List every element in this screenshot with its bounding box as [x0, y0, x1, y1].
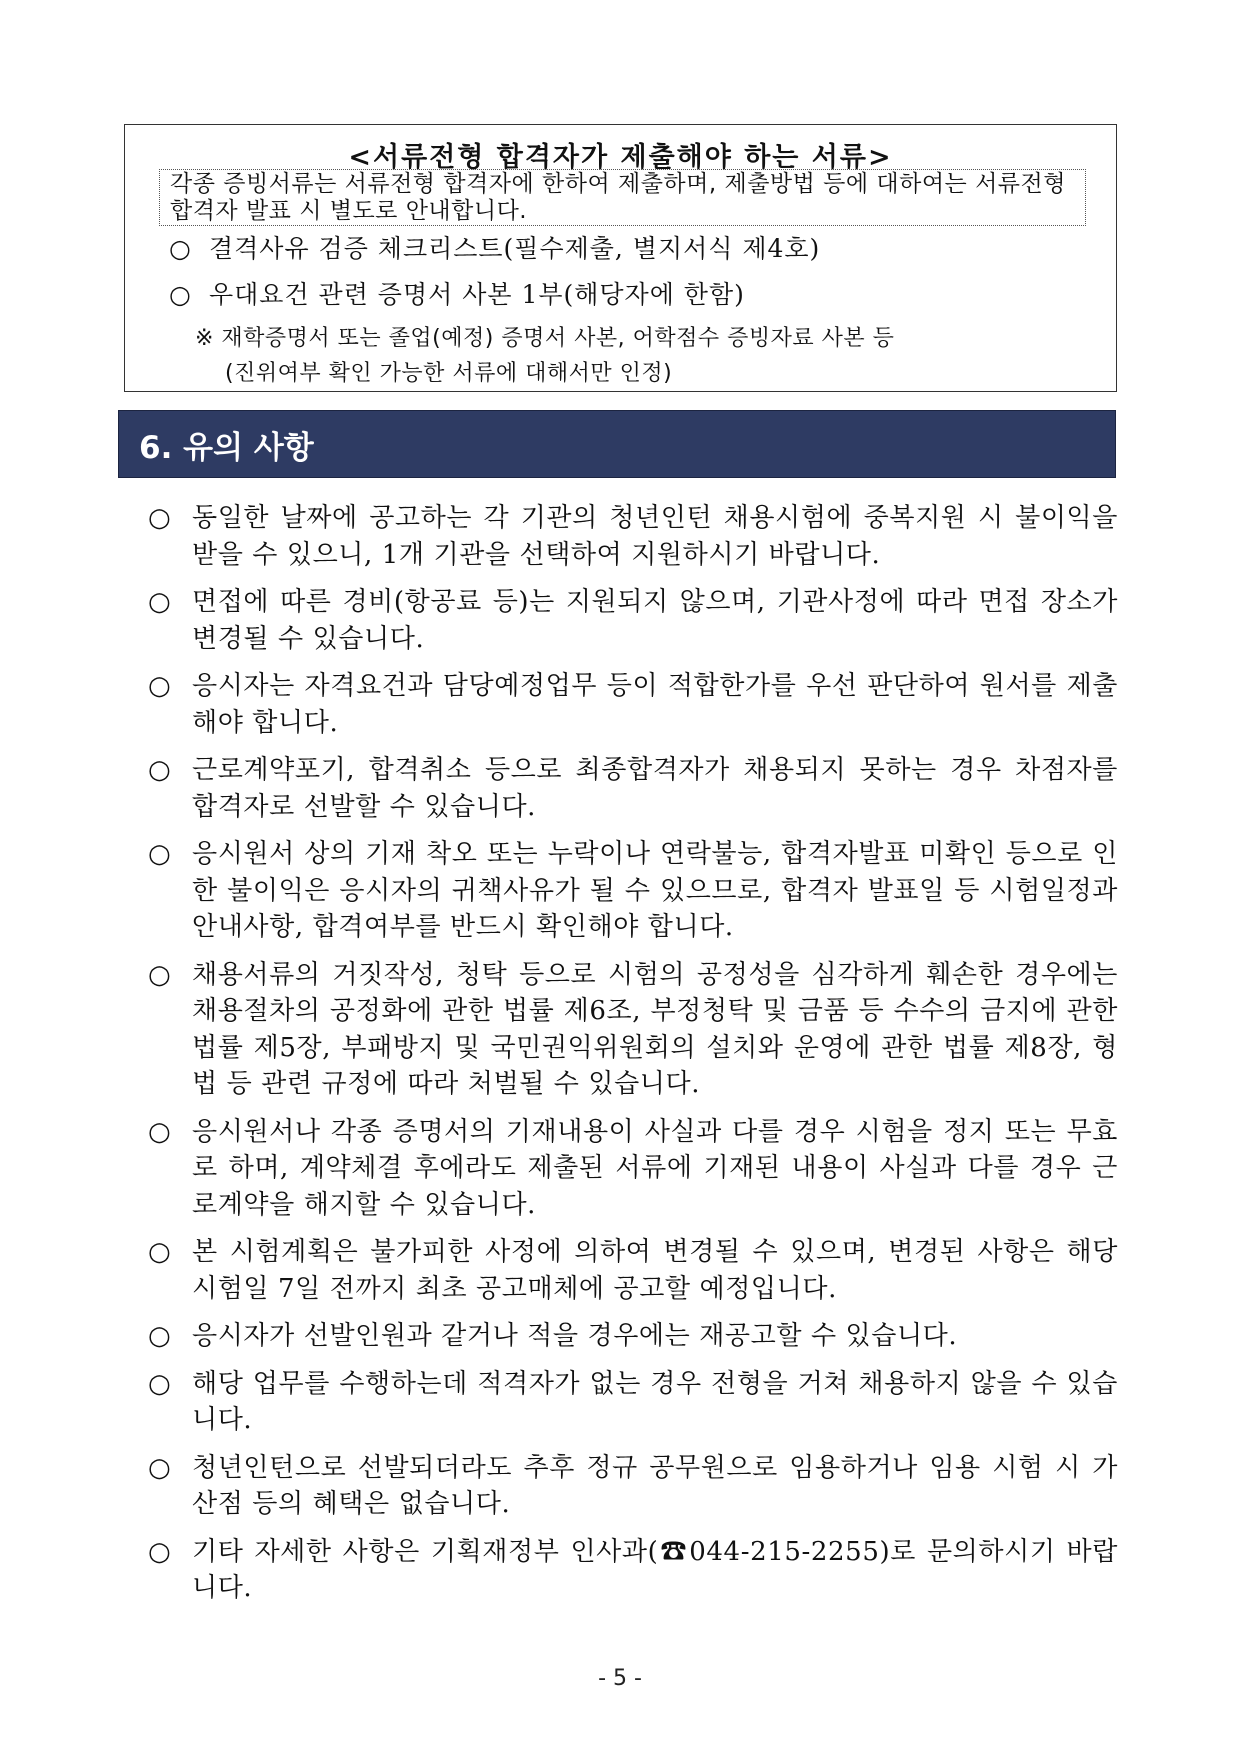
list-item [148, 957, 1118, 1103]
list-item-text: 근로계약포기, 합격취소 등으로 최종합격자가 채용되지 못하는 경우 차점자를 합격자로 선발할 수 있습니다. [192, 755, 1118, 822]
note-line: (진위여부 확인 가능한 서류에 대해서만 인정) [225, 361, 673, 386]
list-item-text: 본 시험계획은 불가피한 사정에 의하여 변경될 수 있으며, 변경된 사항은 해당 시험일 7일 전까지 최초 공고매체에 공고할 예정입니다. [192, 1237, 1118, 1304]
bullet-circle-icon: ○ [148, 1237, 172, 1267]
list-item [148, 752, 1118, 825]
list-item [148, 1534, 1118, 1607]
list-item-text: 동일한 날짜에 공고하는 각 기관의 청년인턴 채용시험에 중복지원 시 불이익을 받을 수 있으니, 1개 기관을 선택하여 지원하시기 바랍니다. [192, 503, 1118, 570]
bullet-circle-icon: ○ [148, 503, 172, 533]
list-item-text: 응시원서나 각종 증명서의 기재내용이 사실과 다를 경우 시험을 정지 또는 무효로 하며, 계약체결 후에라도 제출된 서류에 기재된 내용이 사실과 다를 경우 근로계약을 해지할 수 있습니다. [192, 1116, 1118, 1220]
list-item-text: 해당 업무를 수행하는데 적격자가 없는 경우 전형을 거쳐 채용하지 않을 수 있습니다. [192, 1368, 1118, 1435]
required-documents-box [124, 124, 1117, 392]
bullet-circle-icon: ○ [148, 1116, 172, 1147]
required-document-item [169, 275, 745, 311]
list-item [148, 1114, 1118, 1224]
required-document-item [169, 229, 820, 265]
list-item-text: 채용서류의 거짓작성, 청탁 등으로 시험의 공정성을 심각하게 훼손한 경우에는 채용절차의 공정화에 관한 법률 제6조, 부정청탁 및 금품 등 수수의 금지에 관한 법률 제5장, 부패방지 및 국민권익위원회의 설치와 운영에 관한 법률 제8장, 형법 등 관련 규정에 따라 처벌될 수 있습니다. [192, 959, 1118, 1099]
note-line: ※ 재학증명서 또는 졸업(예정) 증명서 사본, 어학점수 증빙자료 사본 등 [195, 326, 895, 351]
bullet-circle-icon: ○ [148, 587, 172, 617]
required-document-text: 결격사유 검증 체크리스트(필수제출, 별지서식 제4호) [209, 234, 821, 263]
required-documents-note [195, 321, 894, 391]
list-item-text: 면접에 따른 경비(항공료 등)는 지원되지 않으며, 기관사정에 따라 면접 장소가 변경될 수 있습니다. [192, 587, 1118, 654]
bullet-circle-icon: ○ [148, 839, 172, 869]
page-number: - 5 - [598, 1666, 642, 1691]
bullet-circle-icon: ○ [169, 280, 192, 309]
bullet-circle-icon: ○ [148, 1321, 172, 1351]
bullet-circle-icon: ○ [148, 755, 172, 785]
precautions-list [148, 500, 1118, 1618]
bullet-circle-icon: ○ [148, 1536, 172, 1567]
list-item [148, 1234, 1118, 1307]
bullet-circle-icon: ○ [148, 1452, 172, 1483]
required-document-text: 우대요건 관련 증명서 사본 1부(해당자에 한함) [209, 280, 745, 309]
list-item [148, 668, 1118, 741]
list-item-text: 응시자가 선발인원과 같거나 적을 경우에는 재공고할 수 있습니다. [192, 1321, 958, 1351]
list-item [148, 1318, 1118, 1355]
list-item [148, 500, 1118, 573]
required-documents-title: <서류전형 합격자가 제출해야 하는 서류> [348, 142, 893, 173]
list-item-text: 응시자는 자격요건과 담당예정업무 등이 적합한가를 우선 판단하여 원서를 제출해야 합니다. [192, 671, 1118, 738]
list-item [148, 1366, 1118, 1439]
list-item-text: 응시원서 상의 기재 착오 또는 누락이나 연락불능, 합격자발표 미확인 등으로 인한 불이익은 응시자의 귀책사유가 될 수 있으므로, 합격자 발표일 등 시험일정과 안내사항, 합격여부를 반드시 확인해야 합니다. [192, 839, 1118, 942]
list-item-text: 청년인턴으로 선발되더라도 추후 정규 공무원으로 임용하거나 임용 시험 시 가산점 등의 혜택은 없습니다. [192, 1452, 1118, 1519]
bullet-circle-icon: ○ [148, 671, 172, 701]
bullet-circle-icon: ○ [169, 234, 192, 263]
list-item [148, 584, 1118, 657]
bullet-circle-icon: ○ [148, 959, 172, 990]
list-item-text: 기타 자세한 사항은 기획재정부 인사과(☎044-215-2255)로 문의하시기 바랍니다. [192, 1536, 1118, 1603]
list-item [148, 836, 1118, 946]
list-item [148, 1450, 1118, 1523]
section-title: 6. 유의 사항 [139, 430, 314, 466]
required-documents-notice: 각종 증빙서류는 서류전형 합격자에 한하여 제출하며, 제출방법 등에 대하여는 서류전형 합격자 발표 시 별도로 안내합니다. [159, 169, 1086, 226]
section-header [118, 410, 1116, 478]
bullet-circle-icon: ○ [148, 1368, 172, 1399]
